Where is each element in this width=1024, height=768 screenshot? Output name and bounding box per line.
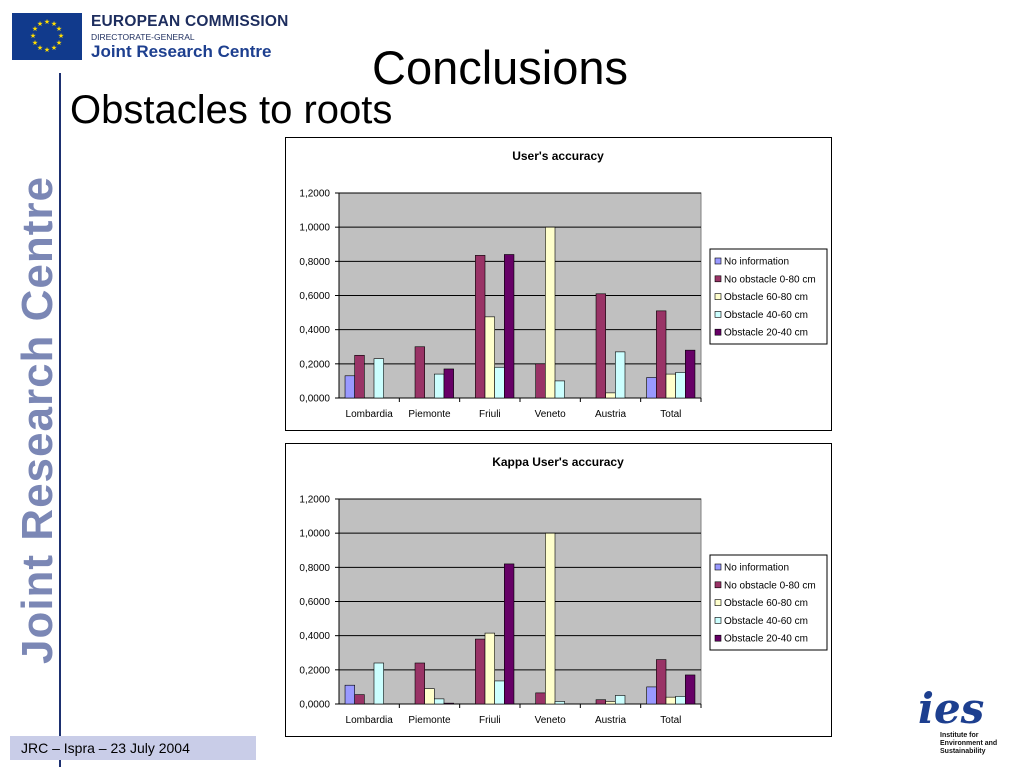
legend-label: No obstacle 0-80 cm	[724, 274, 816, 286]
y-tick-label: 0,4000	[299, 631, 330, 643]
bar	[355, 695, 365, 704]
users-accuracy-chart-svg	[286, 138, 831, 430]
bar	[676, 372, 686, 398]
legend-swatch	[715, 258, 721, 264]
footer-text: JRC – Ispra – 23 July 2004	[21, 740, 190, 756]
y-tick-label: 0,2000	[299, 665, 330, 677]
bar	[415, 663, 425, 704]
footer-bar	[10, 736, 256, 760]
legend-swatch	[715, 582, 721, 588]
y-tick-label: 0,0000	[299, 393, 330, 405]
bar	[485, 317, 495, 398]
legend-label: Obstacle 20-40 cm	[724, 633, 808, 645]
bar	[374, 359, 384, 398]
svg-text:★: ★	[31, 25, 39, 33]
bar	[504, 255, 514, 399]
y-tick-label: 1,0000	[299, 222, 330, 234]
x-tick-label: Austria	[594, 715, 627, 726]
bar	[434, 699, 444, 704]
svg-text:★: ★	[55, 39, 63, 47]
x-tick-label: Piemonte	[408, 409, 451, 420]
bar	[415, 347, 425, 398]
bar	[615, 352, 625, 398]
kappa-users-accuracy-chart	[285, 443, 832, 737]
bar	[495, 367, 505, 398]
svg-text:★: ★	[36, 20, 44, 28]
legend-swatch	[715, 635, 721, 641]
y-tick-label: 0,2000	[299, 359, 330, 371]
legend-label: No obstacle 0-80 cm	[724, 580, 816, 592]
legend-label: No information	[724, 256, 790, 268]
svg-text:★: ★	[55, 25, 63, 33]
svg-text:★: ★	[50, 20, 58, 28]
ies-logo-subtitle: Institute for Environment and Sustainability	[940, 732, 998, 755]
ies-logo-mark: ies	[918, 684, 985, 733]
x-tick-label: Veneto	[534, 409, 566, 420]
x-tick-label: Total	[660, 409, 682, 420]
bar	[345, 685, 355, 704]
bar	[355, 355, 365, 398]
svg-text:★: ★	[43, 18, 51, 26]
y-tick-label: 1,2000	[299, 494, 330, 506]
legend-label: Obstacle 60-80 cm	[724, 598, 808, 610]
eu-flag-icon	[12, 13, 82, 60]
y-tick-label: 0,0000	[299, 699, 330, 711]
slide-subtitle: Obstacles to roots	[70, 88, 393, 132]
svg-text:★: ★	[31, 39, 39, 47]
legend-label: Obstacle 20-40 cm	[724, 327, 808, 339]
y-tick-label: 0,6000	[299, 291, 330, 302]
bar	[596, 294, 606, 398]
bar	[545, 533, 555, 704]
side-brand-text: Joint Research Centre	[13, 175, 62, 665]
bar	[606, 393, 616, 398]
y-tick-label: 1,2000	[299, 188, 330, 200]
bar	[656, 660, 666, 704]
svg-text:★: ★	[43, 46, 51, 54]
bar	[545, 227, 555, 398]
legend-swatch	[715, 311, 721, 317]
bar	[647, 378, 657, 399]
bar	[536, 364, 546, 398]
legend-label: Obstacle 40-60 cm	[724, 615, 808, 627]
bar	[425, 689, 435, 704]
y-tick-label: 0,8000	[299, 256, 330, 268]
legend-label: Obstacle 60-80 cm	[724, 292, 808, 304]
legend-swatch	[715, 276, 721, 282]
bar	[615, 695, 625, 704]
legend-swatch	[715, 564, 721, 570]
ies-logo	[916, 686, 1016, 761]
org-name: EUROPEAN COMMISSION	[91, 13, 289, 30]
bar	[666, 374, 676, 398]
legend-swatch	[715, 294, 721, 300]
x-tick-label: Lombardia	[345, 409, 393, 420]
chart-title: User's accuracy	[512, 149, 604, 163]
bar	[495, 681, 505, 704]
svg-text:★: ★	[36, 44, 44, 52]
bar	[475, 255, 485, 398]
bar	[374, 663, 384, 704]
x-tick-label: Total	[660, 715, 682, 726]
x-tick-label: Friuli	[478, 715, 501, 726]
bar	[596, 700, 606, 704]
x-tick-label: Veneto	[534, 715, 566, 726]
bar	[444, 703, 454, 704]
svg-text:★: ★	[29, 32, 37, 40]
y-tick-label: 0,8000	[299, 562, 330, 574]
bar	[434, 374, 444, 398]
bar	[606, 701, 616, 704]
svg-text:★: ★	[50, 44, 58, 52]
bar	[536, 693, 546, 704]
legend-label: Obstacle 40-60 cm	[724, 309, 808, 321]
bar	[444, 369, 454, 398]
y-tick-label: 0,4000	[299, 325, 330, 337]
y-tick-label: 1,0000	[299, 528, 330, 540]
kappa-users-accuracy-chart-svg	[286, 444, 831, 736]
bar	[485, 633, 495, 704]
users-accuracy-chart	[285, 137, 832, 431]
bar	[647, 687, 657, 704]
slide-title: Conclusions	[372, 41, 629, 94]
bar	[475, 639, 485, 704]
bar	[345, 376, 355, 398]
legend-swatch	[715, 329, 721, 335]
y-tick-label: 0,6000	[299, 597, 330, 608]
bar	[555, 701, 565, 704]
chart-title: Kappa User's accuracy	[492, 455, 624, 469]
bar	[504, 564, 514, 704]
x-tick-label: Lombardia	[345, 715, 393, 726]
bar	[685, 675, 695, 704]
x-tick-label: Austria	[594, 409, 627, 420]
directorate-general: DIRECTORATE-GENERAL	[91, 32, 195, 42]
x-tick-label: Piemonte	[408, 715, 451, 726]
bar	[685, 350, 695, 398]
bar	[676, 696, 686, 704]
x-tick-label: Friuli	[478, 409, 501, 420]
svg-text:★: ★	[57, 32, 65, 40]
bar	[666, 697, 676, 704]
bar	[656, 311, 666, 398]
bar	[555, 381, 565, 398]
legend-swatch	[715, 600, 721, 606]
ec-jrc-logo	[12, 13, 289, 61]
legend-swatch	[715, 617, 721, 623]
legend-label: No information	[724, 562, 790, 574]
centre-name: Joint Research Centre	[91, 42, 272, 61]
